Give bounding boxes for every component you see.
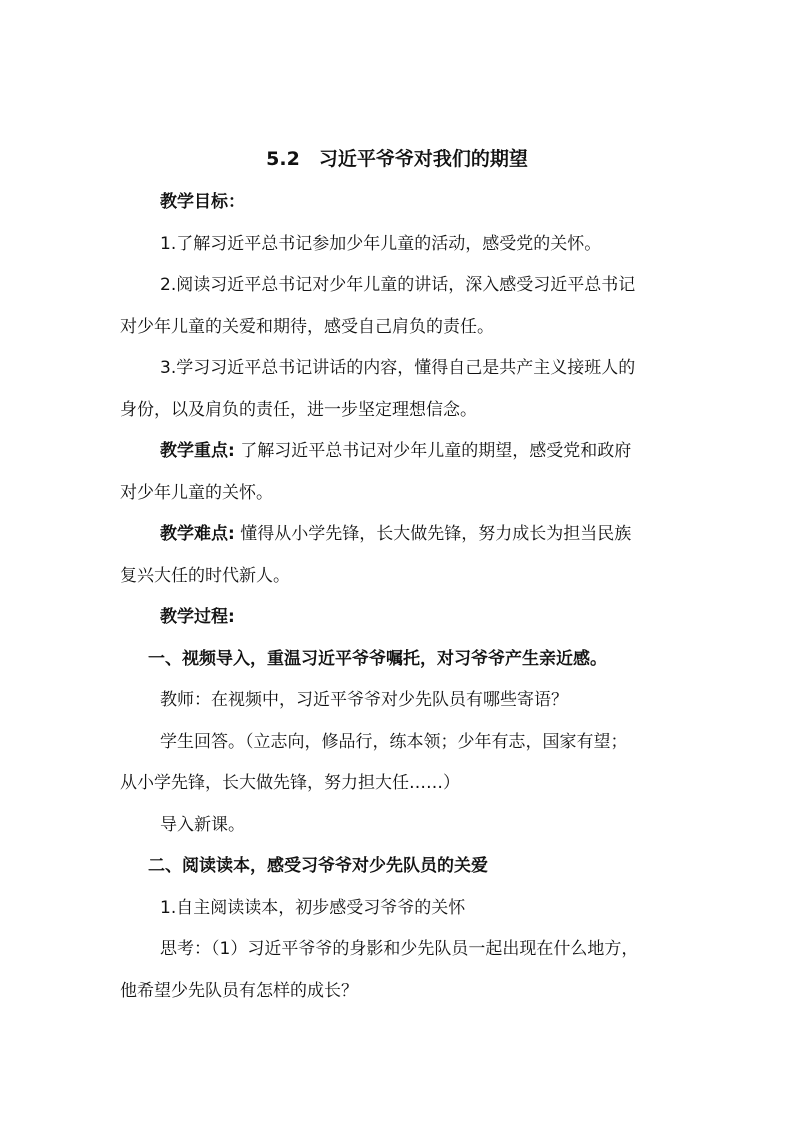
section-1-heading: 一、视频导入，重温习近平爷爷嘱托，对习爷爷产生亲近感。 [148, 649, 607, 669]
objective-3-line-1: 3.学习习近平总书记讲话的内容，懂得自己是共产主义接班人的 [160, 358, 636, 378]
teacher-question: 教师：在视频中，习近平爷爷对少先队员有哪些寄语？ [160, 690, 568, 710]
objective-2-line-2: 对少年儿童的关爱和期待，感受自己肩负的责任。 [120, 317, 494, 337]
subsection-1: 1.自主阅读读本，初步感受习爷爷的关怀 [160, 898, 466, 918]
key-point-paragraph [160, 440, 631, 462]
objectives-heading: 教学目标： [160, 192, 245, 212]
key-point-line-2: 对少年儿童的关怀。 [120, 483, 273, 503]
difficulty-text: 懂得从小学先锋，长大做先锋，努力成长为担当民族 [234, 524, 632, 544]
objective-3-line-2: 身份，以及肩负的责任，进一步坚定理想信念。 [120, 400, 477, 420]
difficulty-label: 教学难点: [160, 524, 235, 544]
process-heading: 教学过程: [160, 607, 235, 627]
page-title: 5.2 习近平爷爷对我们的期望 [266, 148, 528, 170]
think-line-2: 他希望少先队员有怎样的成长？ [120, 981, 358, 1001]
difficulty-paragraph [160, 523, 631, 545]
think-line-1: 思考：（1）习近平爷爷的身影和少先队员一起出现在什么地方， [160, 939, 639, 959]
key-point-text: 了解习近平总书记对少年儿童的期望，感受党和政府 [234, 441, 632, 461]
key-point-label: 教学重点: [160, 441, 235, 461]
intro-new-lesson: 导入新课。 [160, 815, 245, 835]
student-answer-line-1: 学生回答。（立志向，修品行，练本领；少年有志，国家有望； [160, 732, 628, 752]
objective-1: 1.了解习近平总书记参加少年儿童的活动，感受党的关怀。 [160, 234, 602, 254]
difficulty-line-2: 复兴大任的时代新人。 [120, 566, 290, 586]
objective-2-line-1: 2.阅读习近平总书记对少年儿童的讲话，深入感受习近平总书记 [160, 275, 636, 295]
section-2-heading: 二、阅读读本，感受习爷爷对少先队员的关爱 [148, 856, 488, 876]
student-answer-line-2: 从小学先锋，长大做先锋，努力担大任……） [120, 773, 460, 793]
